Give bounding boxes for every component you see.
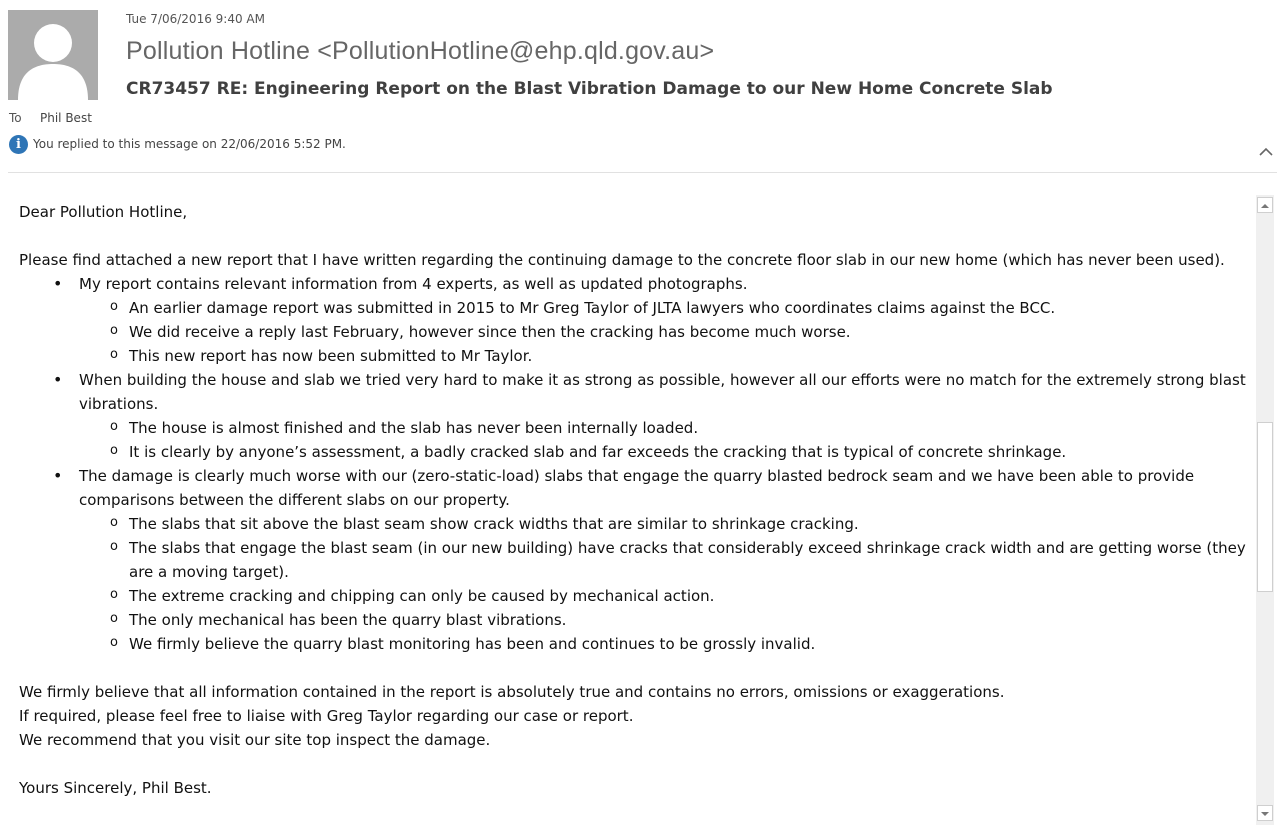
triangle-down-icon — [1258, 807, 1272, 821]
bullet-text: • My report contains relevant information from 4 experts, as well as updated photographs. — [79, 275, 748, 293]
chevron-up-icon — [1256, 140, 1276, 162]
sub-list — [79, 416, 1249, 464]
sub-list-item: o The slabs that sit above the blast seam show crack widths that are similar to shrinkage cracking. — [19, 512, 1249, 536]
bullet-text: • The damage is clearly much worse with our (zero-static-load) slabs that engage the quarry blasted bedrock seam and we have been able to provide comparisons between the different slabs on our property. — [79, 467, 1195, 509]
replied-notice[interactable]: You replied to this message on 22/06/2016 5:52 PM. — [33, 137, 346, 151]
closing-line: If required, please feel free to liaise with Greg Taylor regarding our case or report. — [19, 707, 634, 725]
closing-line: We firmly believe that all information contained in the report is absolutely true and contains no errors, omissions or exaggerations. — [19, 683, 1005, 701]
message-body — [19, 200, 1249, 800]
scrollbar-thumb[interactable] — [1257, 422, 1273, 592]
list-item — [19, 464, 1249, 656]
list-item — [19, 368, 1249, 464]
sub-list-item: o The only mechanical has been the quarry blast vibrations. — [19, 608, 1249, 632]
intro-paragraph: Please find attached a new report that I have written regarding the continuing damage to the concrete floor slab in our new home (which has never been used). — [19, 251, 1225, 269]
scroll-up-button[interactable] — [1257, 197, 1273, 213]
sub-list-item: o We did receive a reply last February, however since then the cracking has become much worse. — [19, 320, 1249, 344]
sub-list — [79, 296, 1249, 368]
sub-list-item: o The extreme cracking and chipping can only be caused by mechanical action. — [19, 584, 1249, 608]
scroll-down-button[interactable] — [1257, 805, 1273, 821]
closing-line: We recommend that you visit our site top inspect the damage. — [19, 731, 491, 749]
to-label: To — [9, 111, 22, 125]
bullet-text: • When building the house and slab we tried very hard to make it as strong as possible, however all our efforts were no match for the extremely strong blast vibrations. — [79, 371, 1246, 413]
collapse-header-button[interactable] — [1256, 140, 1276, 162]
sub-list-item: o The slabs that engage the blast seam (in our new building) have cracks that considerably exceed shrinkage crack width and are getting worse (they are a moving target). — [19, 536, 1249, 584]
header-divider — [8, 172, 1277, 173]
sub-list-item: o An earlier damage report was submitted in 2015 to Mr Greg Taylor of JLTA lawyers who coordinates claims against the BCC. — [19, 296, 1249, 320]
sub-list — [79, 512, 1249, 656]
sub-list-item: o This new report has now been submitted to Mr Taylor. — [19, 344, 1249, 368]
sub-list-item: o The house is almost finished and the slab has never been internally loaded. — [19, 416, 1249, 440]
sub-list-item: o We firmly believe the quarry blast monitoring has been and continues to be grossly invalid. — [19, 632, 1249, 656]
message-date: Tue 7/06/2016 9:40 AM — [126, 12, 265, 26]
triangle-up-icon — [1258, 199, 1272, 213]
greeting: Dear Pollution Hotline, — [19, 203, 188, 221]
sender-avatar — [8, 10, 98, 100]
info-icon: i — [9, 135, 28, 154]
signoff: Yours Sincerely, Phil Best. — [19, 779, 212, 797]
list-item — [19, 272, 1249, 368]
message-subject: CR73457 RE: Engineering Report on the Blast Vibration Damage to our New Home Concrete Slab — [126, 79, 1053, 99]
bullet-list — [19, 272, 1249, 656]
person-icon — [8, 10, 98, 100]
sender-name[interactable]: Pollution Hotline <PollutionHotline@ehp.qld.gov.au> — [126, 37, 715, 65]
recipient-name[interactable]: Phil Best — [40, 111, 92, 125]
sub-list-item: o It is clearly by anyone’s assessment, a badly cracked slab and far exceeds the cracking that is typical of concrete shrinkage. — [19, 440, 1249, 464]
